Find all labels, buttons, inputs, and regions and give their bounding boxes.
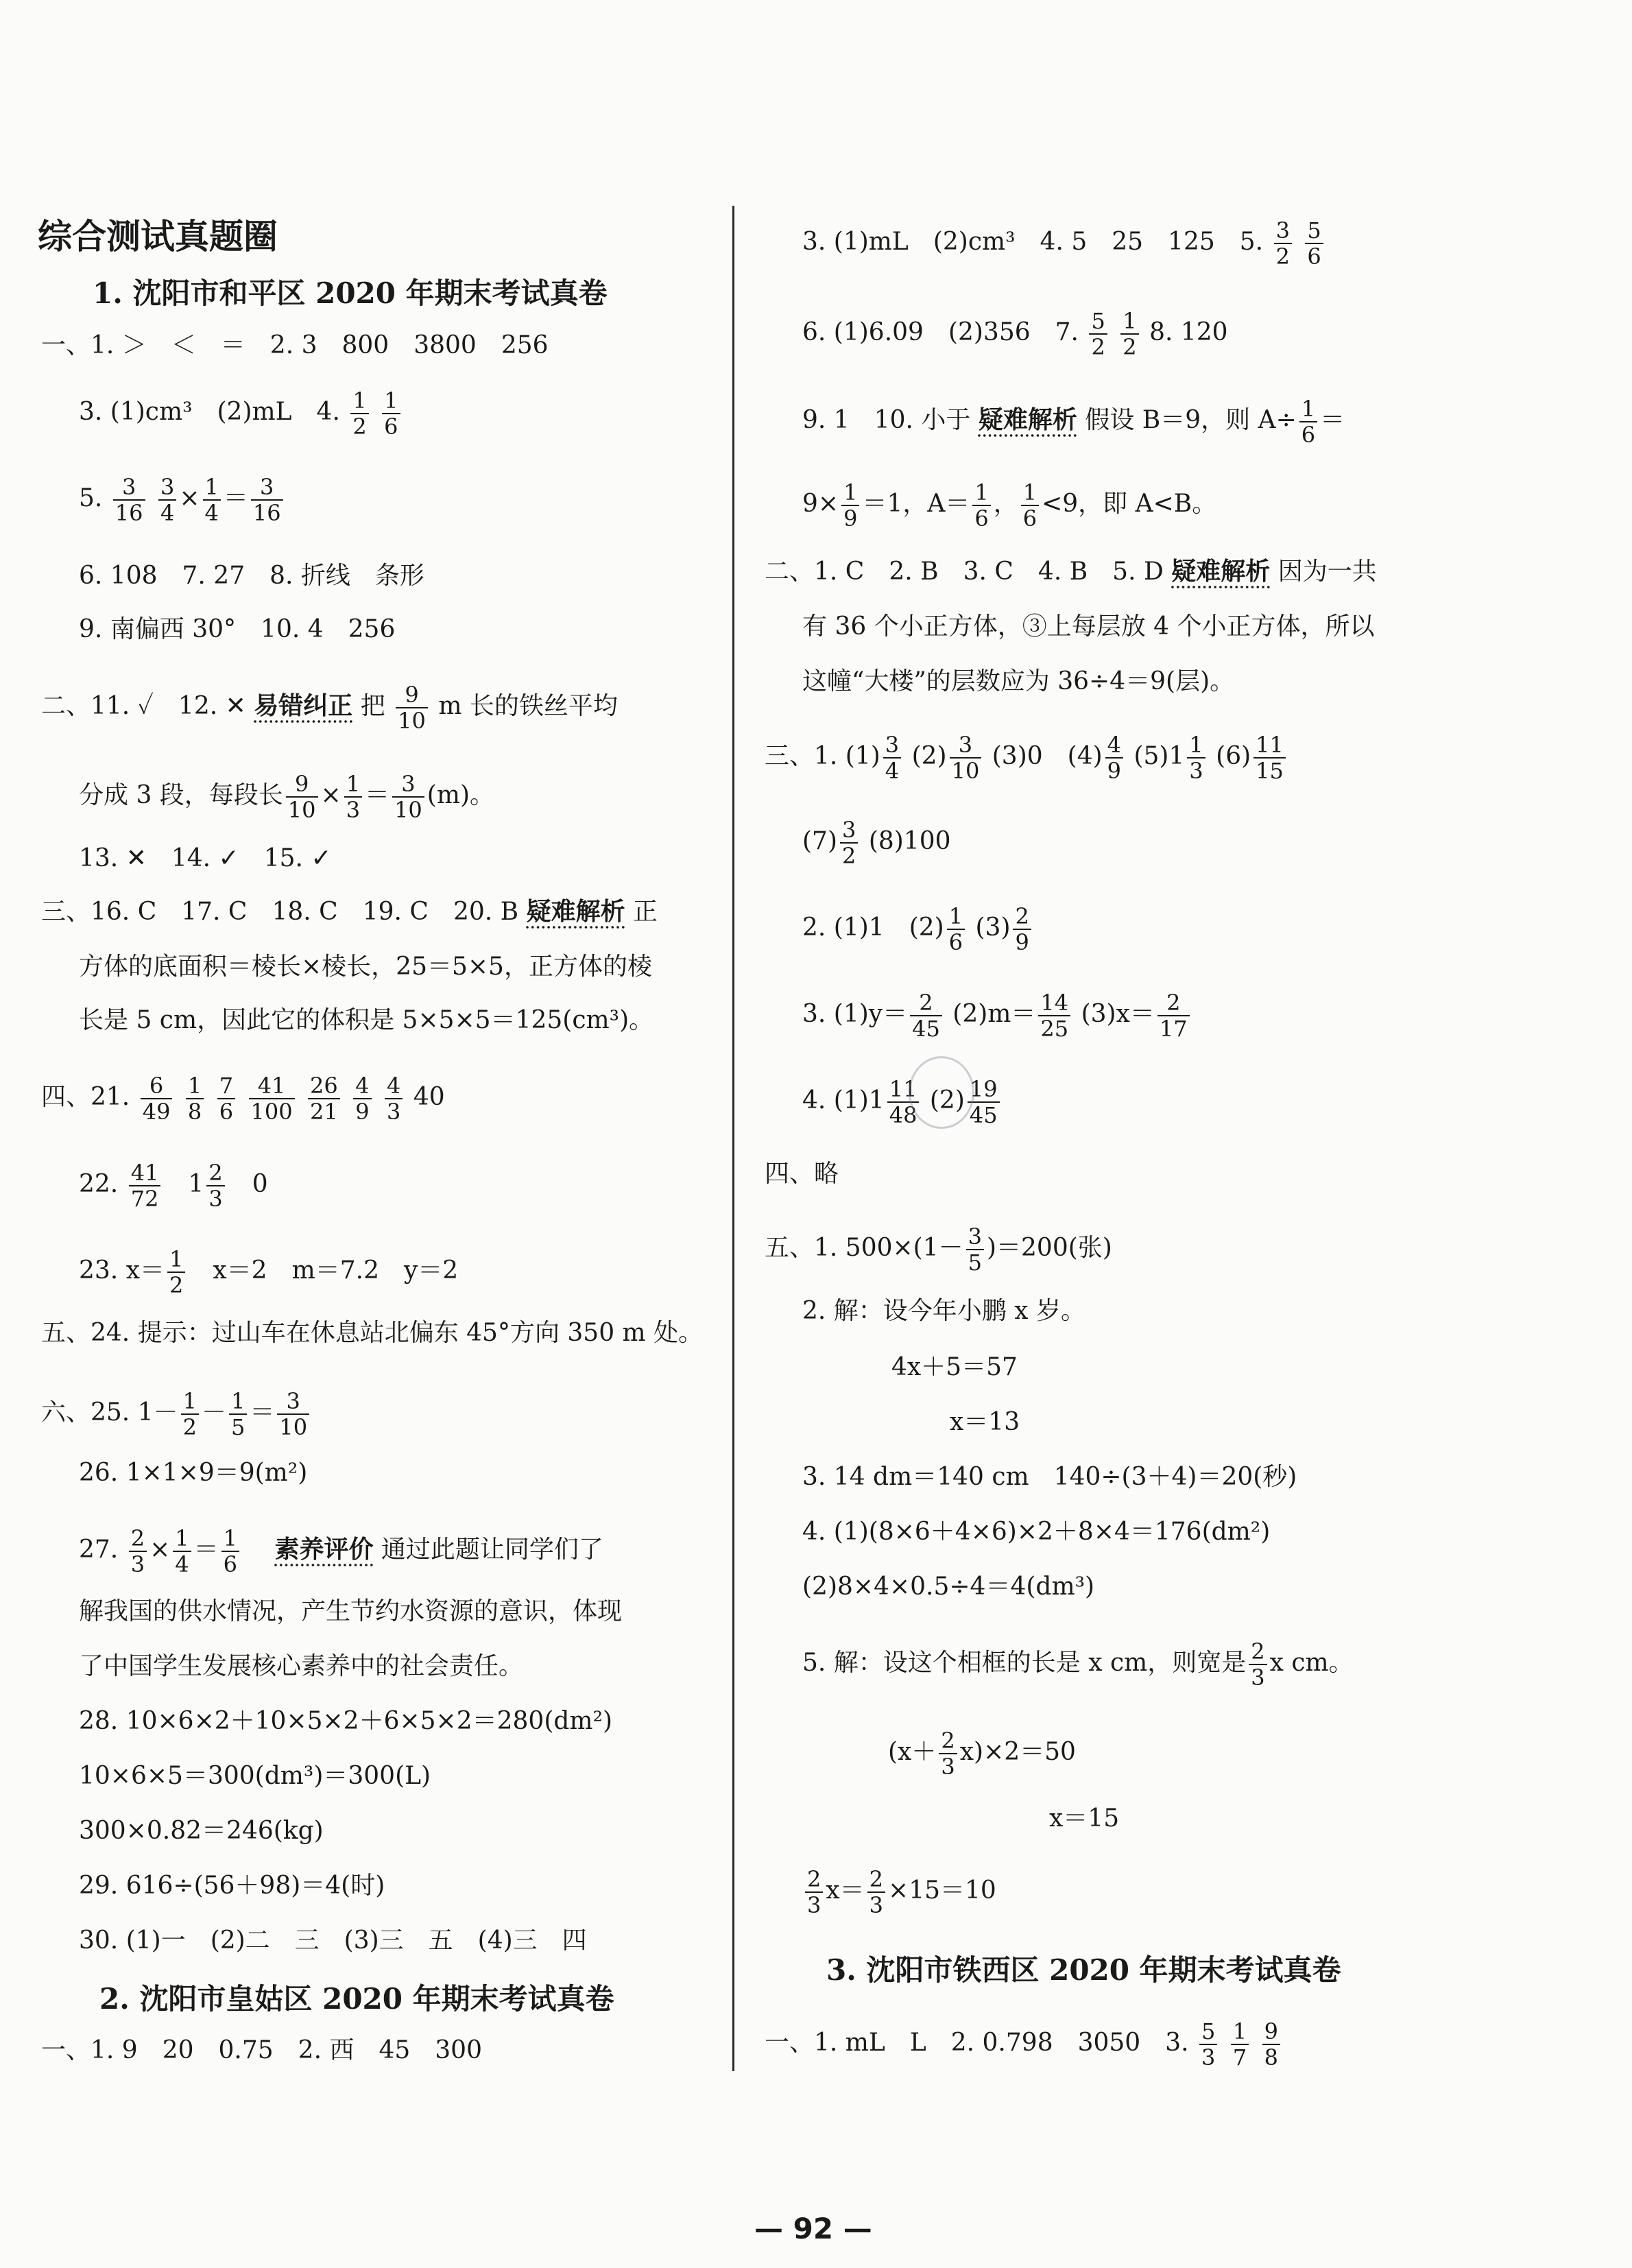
answer-line: 一、1. mL L 2. 0.798 3050 3. $\frac{5}{3}$ $\frac{1}{7}$ $\frac{9}{8}$ (765, 2019, 1283, 2070)
answer-line: 10×6×5＝300(dm³)＝300(L) (79, 1762, 431, 1790)
answer-line: 6. 108 7. 27 8. 折线 条形 (79, 562, 424, 590)
answer-line: 29. 616÷(56＋98)＝4(时) (79, 1872, 385, 1900)
page-number: — 92 — (754, 2212, 872, 2245)
literacy-label: 素养评价 (274, 1536, 374, 1564)
answer-line: 30. (1)一 (2)二 三 (3)三 五 (4)三 四 (79, 1926, 587, 1955)
column-divider (732, 206, 734, 2071)
answer-line: 三、16. C 17. C 18. C 19. C 20. B 疑难解析 正 (41, 898, 658, 926)
answer-line: 一、1. 9 20 0.75 2. 西 45 300 (41, 2036, 482, 2064)
answer-line: 三、1. (1) $\frac{3}{4}$ (2) $\frac{3}{10}$ (3)0 (4) $\frac{4}{9}$ (5)1 $\frac{1}{3}$ (6) $\frac{11}{15}$ (765, 732, 1288, 783)
answer-line: (2)8×4×0.5÷4＝4(dm³) (802, 1573, 1095, 1601)
answer-line: 13. ✕ 14. ✓ 15. ✓ (79, 844, 332, 872)
answer-line: 五、1. 500×(1－ $\frac{3}{5}$ )＝200(张) (765, 1223, 1112, 1276)
answer-line: 2. 解：设今年小鹏 x 岁。 (802, 1297, 1085, 1325)
answer-line: 9. 1 10. 小于 疑难解析 假设 B＝9，则 A÷ $\frac{1}{6}$ ＝ (802, 396, 1345, 448)
answer-line: 300×0.82＝246(kg) (79, 1817, 324, 1845)
answer-line: 二、1. C 2. B 3. C 4. B 5. D 疑难解析 因为一共 (765, 558, 1377, 586)
answer-line: 这幢“大楼”的层数应为 36÷4＝9(层)。 (802, 667, 1235, 695)
watermark-stamp (909, 1056, 974, 1129)
answer-line: 长是 5 cm，因此它的体积是 5×5×5＝125(cm³)。 (79, 1006, 654, 1034)
answer-line: 6. (1)6.09 (2)356 7. $\frac{5}{2}$ $\frac{1}{2}$ 8. 120 (802, 308, 1228, 360)
answer-line: x＝13 (950, 1408, 1020, 1436)
exam3-title: 3. 沈阳市铁西区 2020 年期末考试真卷 (826, 1953, 1341, 1987)
difficulty-label: 疑难解析 (526, 898, 625, 926)
answer-line: 4. (1)1 $\frac{11}{48}$ (2) $\frac{19}{45}$ (802, 1077, 1003, 1127)
answer-line: 方体的底面积＝棱长×棱长，25＝5×5，正方体的棱 (79, 953, 652, 981)
answer-line: 3. (1)y＝ $\frac{2}{45}$ (2)m＝ $\frac{14}{25}$ (3)x＝ $\frac{2}{17}$ (802, 990, 1192, 1041)
answer-line: 5. $\frac{3}{16}$ $\frac{3}{4}$ × $\frac{1}{4}$ ＝ $\frac{3}{16}$ (79, 475, 286, 525)
answer-line: 3. 14 dm＝140 cm 140÷(3＋4)＝20(秒) (802, 1463, 1297, 1491)
correction-label: 易错纠正 (254, 692, 353, 720)
difficulty-label: 疑难解析 (978, 406, 1077, 434)
answer-line: 4. (1)(8×6＋4×6)×2＋8×4＝176(dm²) (802, 1518, 1271, 1546)
exam2-title: 2. 沈阳市皇姑区 2020 年期末考试真卷 (99, 1982, 614, 2016)
answer-line: 分成 3 段，每段长 $\frac{9}{10}$ × $\frac{1}{3}$ ＝ $\frac{3}{10}$ (m)。 (79, 771, 495, 823)
answer-line: 解我国的供水情况，产生节约水资源的意识，体现 (79, 1597, 623, 1625)
answer-line: 3. (1)mL (2)cm³ 4. 5 25 125 5. $\frac{3}{2}$ $\frac{5}{6}$ (802, 218, 1326, 269)
answer-line: 4x＋5＝57 (891, 1353, 1018, 1381)
answer-line: 2. (1)1 (2) $\frac{1}{6}$ (3) $\frac{2}{9}$ (802, 904, 1034, 955)
answer-line: 四、21. $\frac{6}{49}$ $\frac{1}{8}$ $\frac{7}{6}$ $\frac{41}{100}$ $\frac{26}{21}$ $\frac{4}{9}$ $\frac{4}{3}$ 40 (41, 1073, 445, 1125)
answer-line: 23. x＝ $\frac{1}{2}$ x＝2 m＝7.2 y＝2 (79, 1246, 459, 1298)
answer-line: 9. 南偏西 30° 10. 4 256 (79, 615, 396, 643)
answer-line: (7) $\frac{3}{2}$ (8)100 (802, 817, 951, 869)
difficulty-label: 疑难解析 (1171, 558, 1271, 586)
answer-line: 3. (1)cm³ (2)mL 4. $\frac{1}{2}$ $\frac{1}{6}$ (79, 388, 403, 439)
answer-line: 四、略 (765, 1160, 839, 1188)
answer-line: 28. 10×6×2＋10×5×2＋6×5×2＝280(dm²) (79, 1707, 613, 1735)
answer-line: 二、11. ✓ 12. ✕ 易错纠正 把 $\frac{9}{10}$ m 长的铁丝平均 (41, 682, 618, 734)
answer-line: x＝15 (1049, 1804, 1120, 1833)
answer-line: 22. $\frac{41}{72}$ 1 $\frac{2}{3}$ 0 (79, 1160, 268, 1212)
exam1-title: 1. 沈阳市和平区 2020 年期末考试真卷 (93, 276, 608, 310)
answer-line: (x＋ $\frac{2}{3}$ x)×2＝50 (888, 1728, 1076, 1780)
answer-line: 5. 解：设这个相框的长是 x cm，则宽是 $\frac{2}{3}$ x cm。 (802, 1638, 1354, 1691)
section-title: 综合测试真题圈 (38, 217, 278, 256)
answer-line: 9× $\frac{1}{9}$ ＝1，A＝ $\frac{1}{6}$ ， $\frac{1}{6}$ <9，即 A<B。 (802, 479, 1217, 532)
answer-line: 了中国学生发展核心素养中的社会责任。 (79, 1652, 524, 1680)
answer-line: $\frac{2}{3}$ x＝ $\frac{2}{3}$ ×15＝10 (802, 1867, 996, 1918)
answer-line: 26. 1×1×9＝9(m²) (79, 1459, 308, 1487)
answer-line: 一、1. ＞ ＜ ＝ 2. 3 800 3800 256 (41, 331, 549, 359)
answer-line: 有 36 个小正方体，③上每层放 4 个小正方体，所以 (802, 612, 1375, 641)
answer-line: 27. $\frac{2}{3}$ × $\frac{1}{4}$ ＝ $\frac{1}{6}$ 素养评价 通过此题让同学们了 (79, 1525, 603, 1577)
answer-line: 六、25. 1－ $\frac{1}{2}$ － $\frac{1}{5}$ ＝ $\frac{3}{10}$ (41, 1389, 312, 1440)
answer-line: 五、24. 提示：过山车在休息站北偏东 45°方向 350 m 处。 (41, 1319, 704, 1347)
